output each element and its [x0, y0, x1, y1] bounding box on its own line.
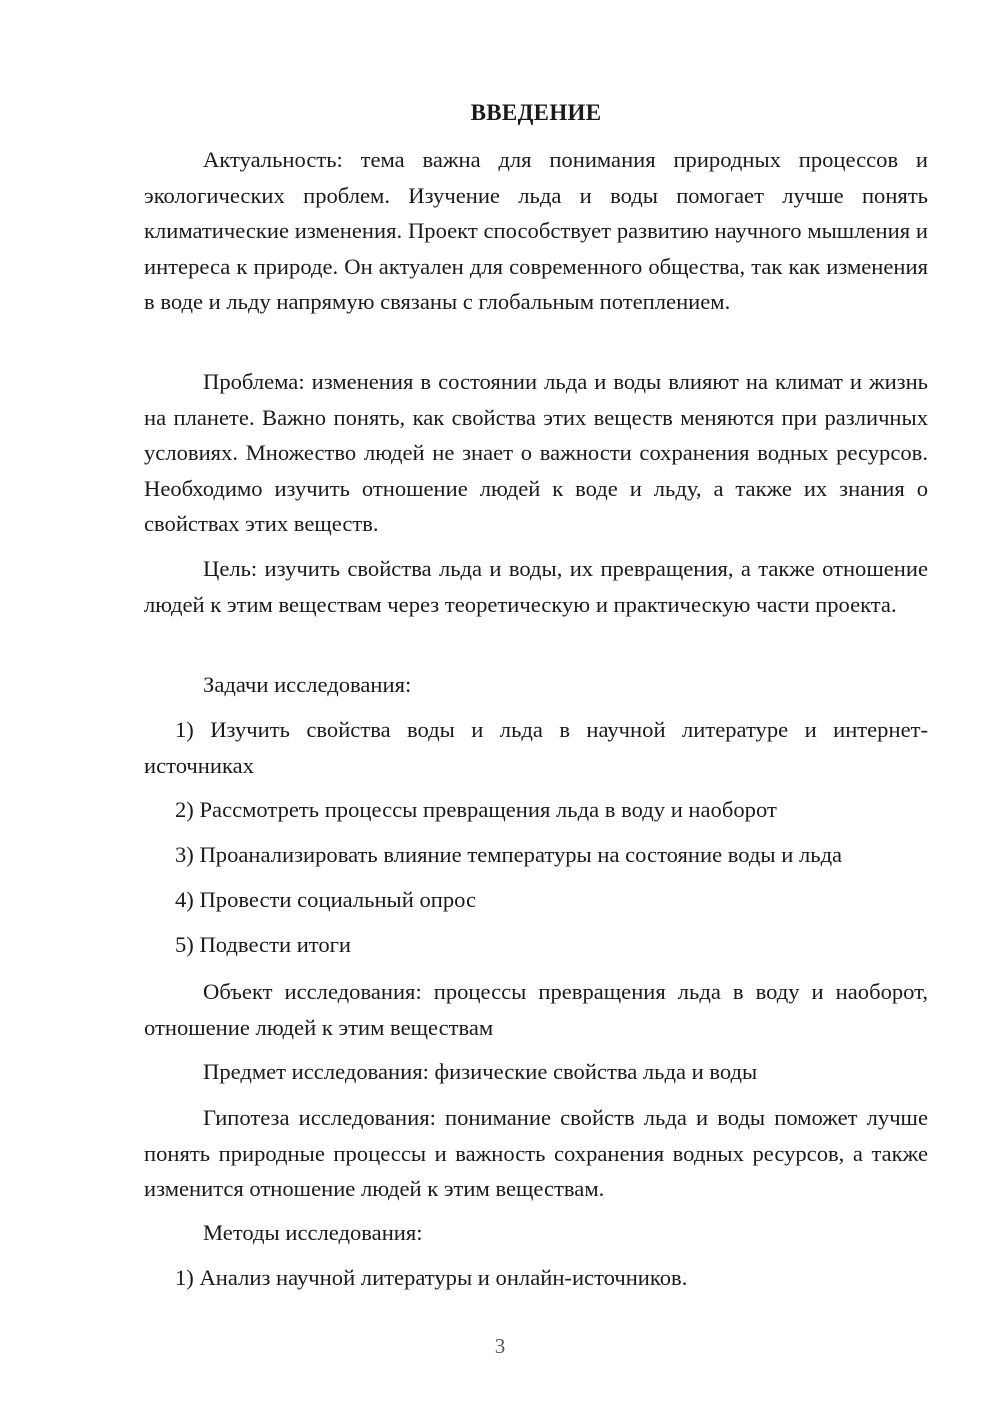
- task-item-4: 4) Провести социальный опрос: [175, 887, 477, 912]
- method-item-1: 1) Анализ научной литературы и онлайн-источников.: [175, 1265, 688, 1290]
- problem-paragraph: Проблема: изменения в состоянии льда и воды влияют на климат и жизнь на планете. Важно понять, как свойства этих веществ меняются при различных условиях. Множество людей не знает о важности сохранения водных ресурсов. Необходимо изучить отношение людей к воде и льду, а также их знания о свойствах этих веществ.: [144, 369, 928, 537]
- object-paragraph: Объект исследования: процессы превращения льда в воду и наоборот, отношение людей к этим веществам: [144, 979, 928, 1040]
- subject-paragraph: Предмет исследования: физические свойства льда и воды: [203, 1059, 758, 1084]
- hypothesis-paragraph: Гипотеза исследования: понимание свойств льда и воды поможет лучше понять природные процессы и важность сохранения водных ресурсов, а также изменится отношение людей к этим веществам.: [144, 1105, 928, 1202]
- task-item-2: 2) Рассмотреть процессы превращения льда в воду и наоборот: [175, 797, 777, 822]
- goal-paragraph: Цель: изучить свойства льда и воды, их превращения, а также отношение людей к этим веществам через теоретическую и практическую части проекта.: [144, 556, 928, 617]
- task-item-3: 3) Проанализировать влияние температуры на состояние воды и льда: [175, 842, 843, 867]
- task-item-5: 5) Подвести итоги: [175, 932, 352, 957]
- relevance-paragraph: Актуальность: тема важна для понимания природных процессов и экологических проблем. Изучение льда и воды помогает лучше понять климатические изменения. Проект способствует развитию научного мышления и интереса к природе. Он актуален для современного общества, так как изменения в воде и льду напрямую связаны с глобальным потеплением.: [144, 147, 928, 315]
- page-number: 3: [494, 1334, 506, 1358]
- task-item-1: 1) Изучить свойства воды и льда в научной литературе и интернет-источниках: [144, 717, 928, 778]
- methods-heading: Методы исследования:: [203, 1220, 423, 1245]
- tasks-heading: Задачи исследования:: [203, 672, 412, 697]
- section-heading: ВВЕДЕНИЕ: [470, 100, 602, 125]
